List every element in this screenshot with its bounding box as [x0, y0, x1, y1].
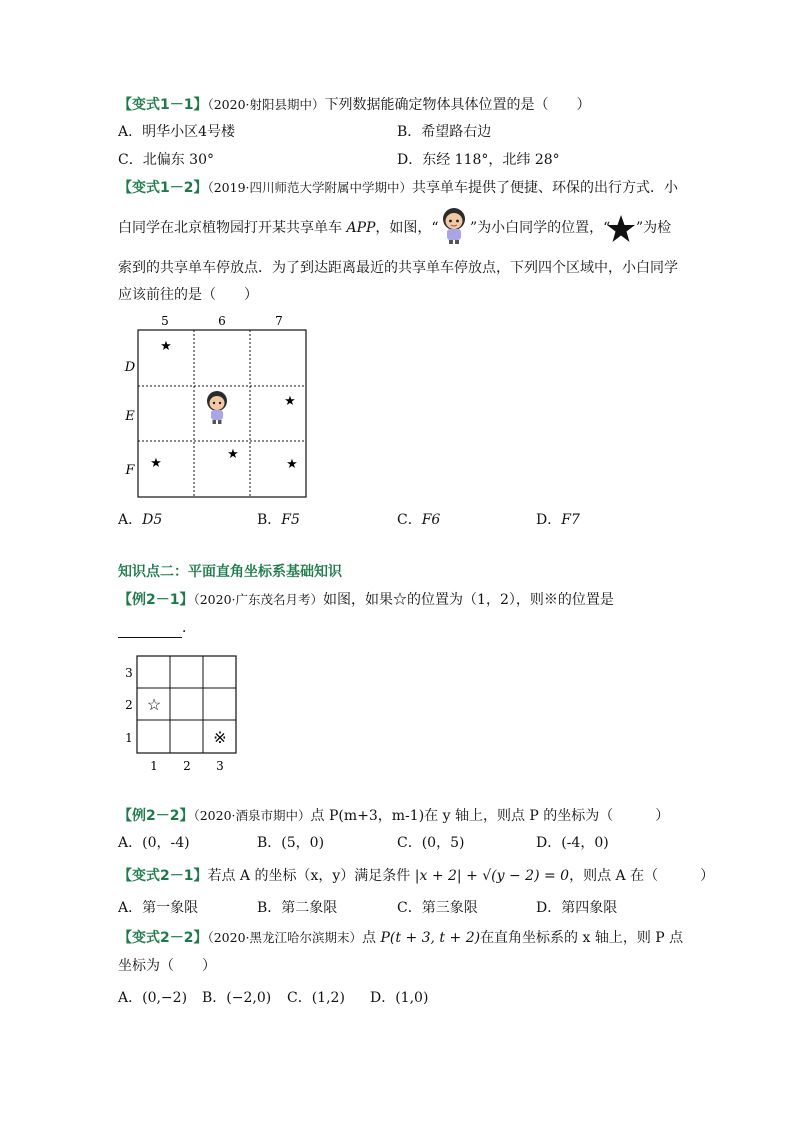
question-tag: 【例2－2】 [118, 808, 194, 824]
star-symbol: ☆ [146, 695, 162, 714]
option-b: B．F5 [257, 512, 300, 528]
formula: P(t + 3, t + 2) [380, 930, 481, 946]
row-label-1: 1 [125, 731, 133, 745]
question-stem: 若点 A 的坐标（x，y）满足条件 [207, 868, 411, 884]
formula: |x + 2| + √(y − 2) = 0 [414, 868, 570, 884]
question-stem-line-2 [118, 218, 439, 238]
question-tag: 【变式1－1】 [118, 97, 208, 113]
question-stem-line-4: 应该前往的是（ ） [118, 287, 258, 303]
question-tag: 【变式2－2】 [118, 930, 208, 946]
bike-star-f6: ★ [227, 447, 239, 462]
stem-text-2d: ”为检 [636, 220, 672, 236]
option-a: A．第一象限 [118, 900, 199, 916]
option-b: B．(5，0) [257, 835, 325, 851]
question-2-2 [118, 806, 669, 826]
question-1-2 [118, 178, 678, 198]
question-tag: 【变式1－2】 [118, 180, 208, 196]
student-icon [438, 206, 470, 244]
question-2-4 [118, 928, 683, 948]
option-d: D．第四象限 [536, 900, 618, 916]
option-d: D．东经 118°，北纬 28° [397, 152, 560, 168]
map-grid-figure [118, 310, 318, 504]
question-stem-line-2: 坐标为（ ） [118, 958, 216, 974]
question-source: （2020·广东茂名月考） [193, 592, 324, 607]
option-a: A．(0,−2) [118, 990, 188, 1006]
row-label-3: 3 [125, 666, 133, 680]
option-a: A．明华小区4号楼 [118, 124, 236, 140]
col-label-7: 7 [275, 314, 283, 328]
question-source: （2020·射阳县期中） [207, 97, 325, 112]
option-c: C．(0，5) [397, 835, 465, 851]
bike-star-e7: ★ [284, 394, 296, 409]
question-stem: 点 P(m+3，m-1)在 y 轴上，则点 P 的坐标为（ ） [310, 808, 670, 824]
row-label-d: D [124, 360, 136, 375]
option-d: D．F7 [536, 512, 580, 528]
question-stem: 在直角坐标系的 x 轴上，则 P 点 [480, 930, 684, 946]
question-stem: 如图，如果☆的位置为（1，2），则※的位置是 [323, 592, 614, 608]
question-stem: ，则点 A 在（ ） [569, 868, 715, 884]
option-c: C．F6 [397, 512, 441, 528]
answer-blank [118, 623, 182, 638]
row-label-e: E [125, 409, 135, 424]
stem-text: 白同学在北京植物园打开某共享单车 [118, 220, 342, 236]
col-label-2: 2 [183, 759, 191, 773]
option-c: C．第三象限 [397, 900, 478, 916]
row-label-f: F [125, 463, 135, 478]
question-2-3 [118, 866, 714, 886]
col-label-6: 6 [218, 314, 226, 328]
bike-star-d5: ★ [160, 339, 172, 354]
col-label-1: 1 [150, 759, 158, 773]
bike-star-f5: ★ [150, 456, 162, 471]
answer-blank-line [118, 618, 196, 638]
option-b: B．第二象限 [257, 900, 338, 916]
stem-text: ，如图，“ [375, 220, 439, 236]
option-c: C．(1,2) [287, 990, 345, 1006]
option-d: D．(-4，0) [536, 835, 609, 851]
question-source: （2019·四川师范大学附属中学期中） [207, 180, 413, 195]
question-stem: 共享单车提供了便捷、环保的出行方式．小 [412, 180, 679, 196]
col-label-3: 3 [216, 759, 224, 773]
question-tag: 【变式2－1】 [118, 868, 208, 884]
period: ． [182, 620, 196, 636]
coordinate-grid-figure [118, 648, 248, 776]
question-stem-line-3: 索到的共享单车停放点．为了到达距离最近的共享单车停放点，下列四个区域中，小白同学 [118, 260, 678, 276]
option-b: B．(−2,0) [202, 990, 272, 1006]
option-c: C．北偏东 30° [118, 152, 214, 168]
question-stem: 下列数据能确定物体具体位置的是（ ） [324, 97, 591, 113]
section-heading: 知识点二：平面直角坐标系基础知识 [118, 564, 342, 580]
reference-mark-symbol: ※ [213, 728, 227, 747]
question-source: （2020·黑龙江哈尔滨期末） [207, 930, 363, 945]
stem-text-2c: ”为小白同学的位置，“ [470, 220, 611, 236]
col-label-5: 5 [161, 314, 169, 328]
row-label-2: 2 [125, 698, 133, 712]
option-d: D．(1,0) [370, 990, 429, 1006]
question-1-1 [118, 95, 591, 115]
star-icon [606, 214, 636, 244]
student-marker [207, 391, 227, 424]
question-tag: 【例2－1】 [118, 592, 194, 608]
app-text: APP [346, 220, 376, 236]
option-b: B．希望路右边 [397, 124, 492, 140]
question-stem: 点 [362, 930, 377, 946]
option-a: A．D5 [118, 512, 163, 528]
question-2-1 [118, 590, 614, 610]
option-a: A．(0，-4) [118, 835, 190, 851]
bike-star-f7: ★ [286, 457, 298, 472]
question-source: （2020·酒泉市期中） [193, 808, 311, 823]
